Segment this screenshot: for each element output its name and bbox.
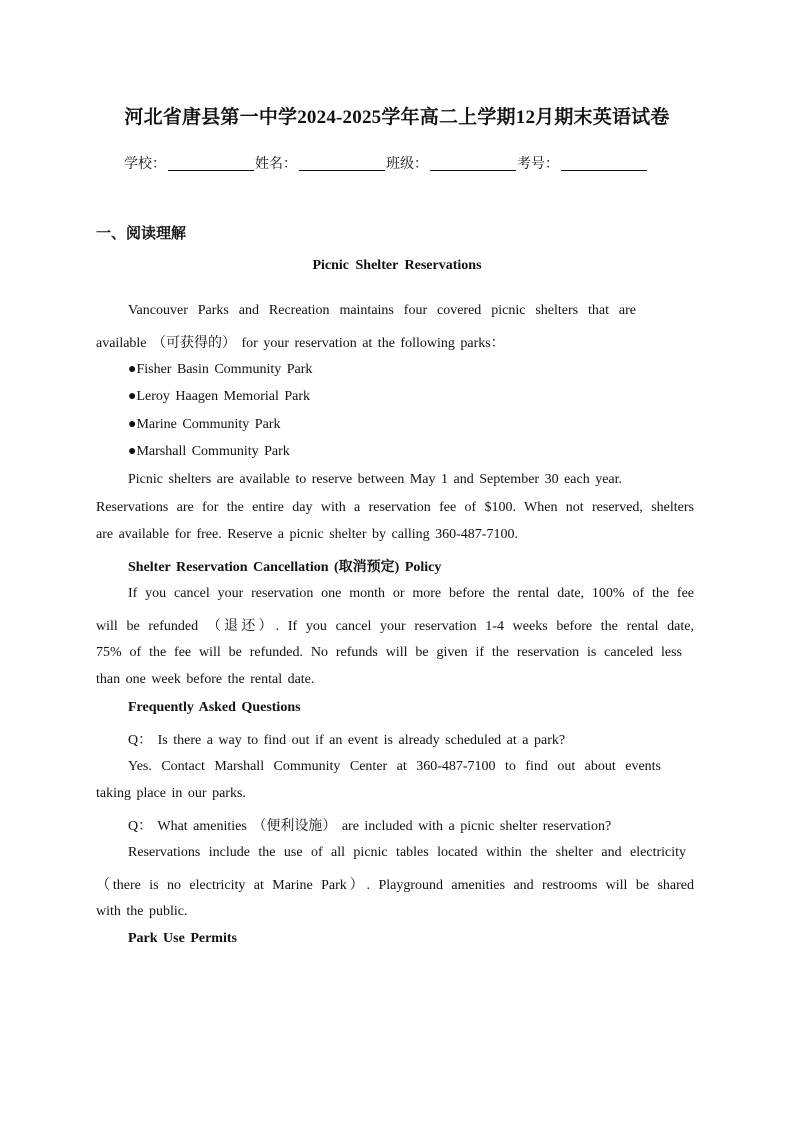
paragraph-line: than one week before the rental date. bbox=[96, 672, 315, 687]
paragraph-line: If you cancel your reservation one month or more before the rental date, 100% of the fee bbox=[128, 586, 694, 601]
faq-answer-line: taking place in our parks. bbox=[96, 786, 246, 801]
faq-answer-line: Yes. Contact Marshall Community Center at 360-487-7100 to find out about events bbox=[128, 759, 661, 774]
park-list-item: ●Leroy Haagen Memorial Park bbox=[128, 389, 311, 404]
exam-number-blank[interactable] bbox=[561, 156, 647, 171]
paragraph-line: 75% of the fee will be refunded. No refunds will be given if the reservation is canceled less bbox=[96, 645, 682, 660]
park-list-item: ●Fisher Basin Community Park bbox=[128, 362, 313, 377]
paragraph-line: available （可获得的） for your reservation at the following parks： bbox=[96, 336, 505, 351]
faq-answer-line: Reservations include the use of all picnic tables located within the shelter and electricity bbox=[128, 845, 686, 860]
park-list-item: ●Marine Community Park bbox=[128, 417, 281, 432]
faq-question: Q： Is there a way to find out if an event is already scheduled at a park? bbox=[128, 733, 566, 748]
paragraph-line: Picnic shelters are available to reserve between May 1 and September 30 each year. bbox=[128, 472, 623, 487]
paragraph-line: are available for free. Reserve a picnic shelter by calling 360-487-7100. bbox=[96, 527, 518, 542]
faq-answer-line: （there is no electricity at Marine Park）. Playground amenities and restrooms will be shared bbox=[96, 878, 694, 893]
name-label: 姓名： bbox=[255, 156, 297, 172]
paragraph-line: Reservations are for the entire day with a reservation fee of $100. When not reserved, shelters bbox=[96, 500, 694, 515]
school-blank[interactable] bbox=[168, 156, 254, 171]
exam-number-label: 考号： bbox=[517, 156, 559, 172]
subheading-cancellation-policy: Shelter Reservation Cancellation (取消预定) Policy bbox=[128, 560, 442, 575]
faq-question: Q： What amenities （便利设施） are included with a picnic shelter reservation? bbox=[128, 819, 612, 834]
student-info-row bbox=[124, 153, 648, 173]
exam-title: 河北省唐县第一中学2024-2025学年高二上学期12月期末英语试卷 bbox=[124, 107, 670, 128]
school-label: 学校： bbox=[124, 156, 166, 172]
paragraph-line: Vancouver Parks and Recreation maintains four covered picnic shelters that are bbox=[128, 303, 636, 318]
class-label: 班级： bbox=[386, 156, 428, 172]
faq-answer-line: with the public. bbox=[96, 904, 188, 919]
paragraph-line: will be refunded （退还）. If you cancel your reservation 1-4 weeks before the rental date, bbox=[96, 619, 694, 634]
subheading-faq: Frequently Asked Questions bbox=[128, 700, 301, 715]
class-blank[interactable] bbox=[430, 156, 516, 171]
subheading-park-use-permits: Park Use Permits bbox=[128, 931, 237, 946]
name-blank[interactable] bbox=[299, 156, 385, 171]
park-list-item: ●Marshall Community Park bbox=[128, 444, 290, 459]
passage-title: Picnic Shelter Reservations bbox=[312, 258, 482, 273]
section-heading: 一、阅读理解 bbox=[96, 224, 187, 242]
